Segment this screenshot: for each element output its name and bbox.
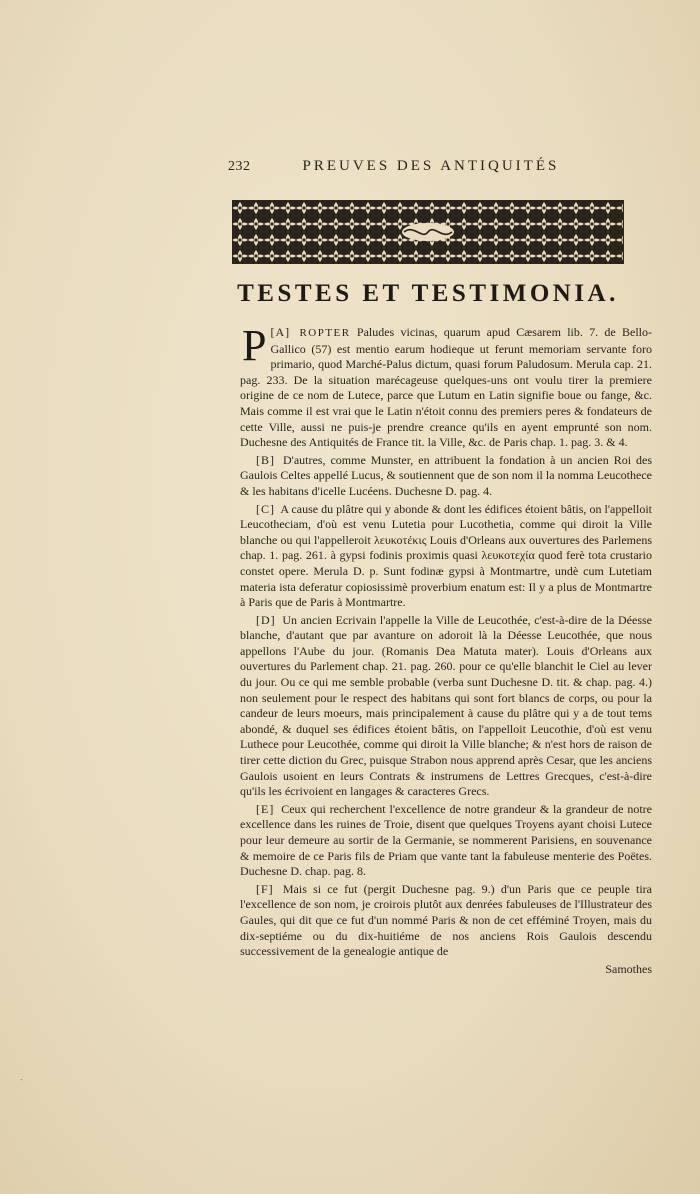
paragraph-b [240,453,652,500]
paragraph-f [240,882,652,960]
paragraph-label: [A] [270,325,291,339]
opening-word: ROPTER [299,327,351,339]
drop-cap: P [242,321,267,370]
paragraph-text: Mais si ce fut (pergit Duchesne pag. 9.) d'un Paris que ce peuple tira l'excellence de son nom, je croirois plutôt aux denrées fabuleuses de l'Illustrateur des Gaules, qui dit que ce fut d'un nommé Paris & non de cet efféminé Troyen, mais du dix-septiéme ou du dix-huitiéme de nos anciens Rois Gaulois descendu successivement de la genealogie antique de [240,881,652,959]
paragraph-label: [B] [256,452,275,467]
section-title: TESTES ET TESTIMONIA. [237,280,619,307]
running-head: PREUVES DES ANTIQUITÉS [302,158,560,174]
paragraph-label: [E] [256,801,275,816]
paper-mark: ˏ [20,1070,24,1081]
body-text [240,321,653,977]
paragraph-c [240,502,652,611]
page-header [228,158,626,175]
paragraph-label: [D] [256,612,276,627]
paragraph-d [240,613,652,800]
paragraph-text: A cause du plâtre qui y abonde & dont les édifices étoient bâtis, on l'appelloit Leucotheciam, d'où est venu Lutetia pour Lucothetia, comme qui diroit la Ville blanche ou qui l'appelleroit λευκοτέκις Louis d'Orleans aux ouvertures des Parlemens chap. 1. pag. 261. à gypsi fodinis proximis quasi λευκοτεχία quod ferè tota crustario constet opere. Merula D. p. Sunt fodinæ gypsi à Montmartre, undè cum Lutetiam materia ista deferatur copiosissimè proverbium enatum est: Il y a plus de Montmartre à Paris que de Paris à Montmartre. [240,501,652,610]
paragraph-text: Un ancien Ecrivain l'appelle la Ville de Leucothée, c'est-à-dire de la Déesse blanche, d'autant que par avanture on adoroit là la Déesse Leucothée, que nous appellons l'Aube du jour. (Romanis Dea Matuta mater). Louis d'Orleans aux ouvertures du Parlement chap. 21. pag. 260. pour ce qu'elle blanchit le Ciel au lever du jour. Ou ce qui me semble probable (verba sunt Duchesne D. tit. & chap. pag. 4.) non seulement pour le respect des habitans qui sont fort blancs de corps, ou pour la candeur de leurs moeurs, mais principalement à cause du plâtre qui y a de tout tems abondé, & duquel ses édifices étoient bâtis, on l'appelloit Leucothie, d'où est venu Luthece pour Leucothée, comme qui diroit la Ville blanche; & n'est hors de raison de tirer cette diction du Grec, puisque Strabon nous apprend après Cesar, que les anciens Gaulois usoient en leurs Contrats & instrumens de Lettres Grecques, c'est-à-dire qu'ils les écrivoient en langages & caracteres Grecs. [240,612,653,799]
fleuron-band-icon [232,200,624,264]
paragraph-text: Paludes vicinas, quarum apud Cæsarem lib. 7. de Bello-Gallico (57) est mentio earum hodieque ut ferunt memoriam servante foro primario, quod Marché-Palus dictum, quasi forum Paludosum. Merula cap. 21. pag. 233. De la situation marécageuse quelques-uns ont voulu tirer la premiere origine de ce nom de Lutece, parce que Lutum en Latin signifie boue ou fange, &c. Mais comme il est vrai que le Latin n'étoit connu des premiers peres & fondateurs de cette Ville, aussi ne puis-je prendre creance qu'ils en ayent emprunté son nom. Duchesne des Antiquités de France tit. la Ville, &c. de Paris chap. 1. pag. 3. & 4. [240,325,653,450]
paragraph-text: Ceux qui recherchent l'excellence de notre grandeur & la grandeur de notre excellence dans les ruines de Troie, disent que quelques Troyens ayant choisi Lutece pour leur demeure au sortir de la Germanie, se nommerent Parisiens, en souvenance & memoire de ce Paris fils de Priam que vante tant la fabuleuse menterie des Poëtes. Duchesne D. chap. pag. 8. [240,801,652,879]
paragraph-e [240,802,652,880]
paragraph-label: [C] [256,501,275,516]
paragraph-label: [F] [256,881,274,896]
page-number: 232 [228,159,251,174]
paragraph-text: D'autres, comme Munster, en attribuent la fondation à un ancien Roi des Gaulois Celtes appellé Lucus, & soutiennent que de son nom il la nomma Leucothece & les habitans d'icelle Lucéens. Duchesne D. pag. 4. [240,452,653,498]
catchword: Samothes [605,961,652,976]
paragraph-a [240,321,653,451]
